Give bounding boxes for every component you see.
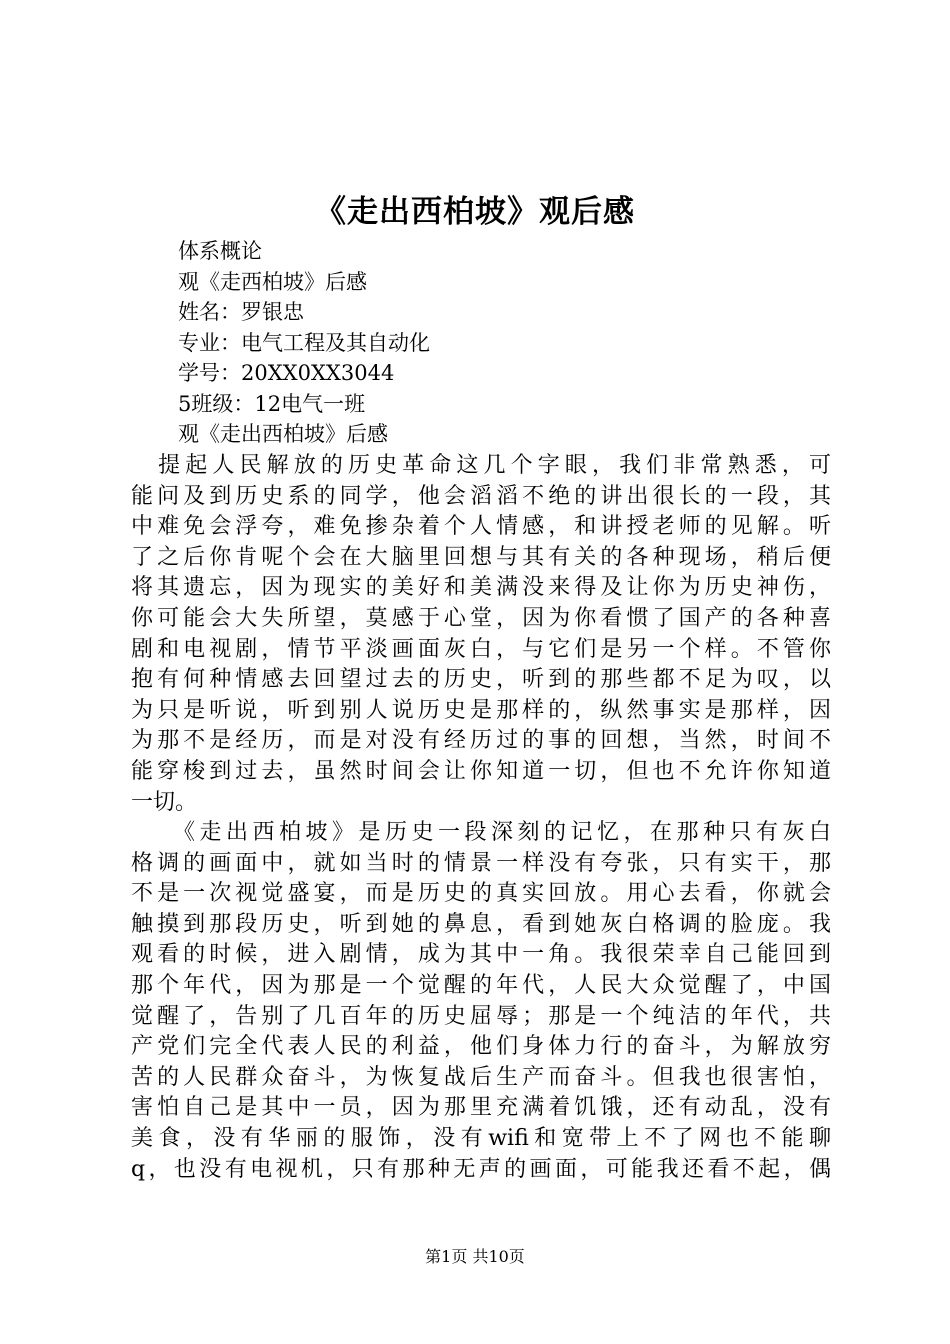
- text-line: q，也没有电视机，只有那种无声的画面，可能我还看不起，偶: [131, 1156, 831, 1182]
- meta-line: 5班级：12电气一班: [178, 391, 366, 416]
- text-line: 抱有何种情感去回望过去的历史，听到的那些都不足为叹，以: [131, 667, 831, 693]
- meta-line: 学号：20XX0XX3044: [178, 361, 395, 385]
- text-line: 观看的时候，进入剧情，成为其中一角。我很荣幸自己能回到: [131, 942, 831, 968]
- text-line: 提起人民解放的历史革命这几个字眼，我们非常熟悉，可: [131, 453, 831, 478]
- text-line: 为那不是经历，而是对没有经历过的事的回想，当然，时间不: [131, 728, 831, 754]
- meta-line: 观《走西柏坡》后感: [178, 269, 367, 294]
- text-line: 害怕自己是其中一员，因为那里充满着饥饿，还有动乱，没有: [131, 1095, 831, 1121]
- paragraph-2: [131, 818, 831, 1185]
- text-line: 中难免会浮夸，难免掺杂着个人情感，和讲授老师的见解。听: [131, 514, 831, 540]
- text-line: 产党们完全代表人民的利益，他们身体力行的奋斗，为解放穷: [131, 1034, 831, 1060]
- text-line: 了之后你肯呢个会在大脑里回想与其有关的各种现场，稍后便: [131, 544, 831, 570]
- paragraph-1: [131, 451, 831, 818]
- page-footer: 第1页 共10页: [425, 1247, 525, 1266]
- text-line: 触摸到那段历史，听到她的鼻息，看到她灰白格调的脸庞。我: [131, 911, 831, 937]
- text-line: 剧和电视剧，情节平淡画面灰白，与它们是另一个样。不管你: [131, 636, 831, 662]
- meta-line: 体系概论: [178, 239, 262, 263]
- text-line: 美食，没有华丽的服饰，没有wifi和宽带上不了网也不能聊: [131, 1125, 831, 1151]
- text-line: 觉醒了，告别了几百年的历史屈辱；那是一个纯洁的年代，共: [131, 1003, 831, 1029]
- meta-line: 观《走出西柏坡》后感: [178, 422, 388, 446]
- meta-line: 专业：电气工程及其自动化: [178, 330, 430, 355]
- text-line: 能问及到历史系的同学，他会滔滔不绝的讲出很长的一段，其: [131, 483, 831, 509]
- meta-line: 姓名：罗银忠: [178, 300, 304, 324]
- text-line: 格调的画面中，就如当时的情景一样没有夸张，只有实干，那: [131, 850, 831, 876]
- text-line: 那个年代，因为那是一个觉醒的年代，人民大众觉醒了，中国: [131, 972, 831, 998]
- text-line: 能穿梭到过去，虽然时间会让你知道一切，但也不允许你知道: [131, 758, 831, 784]
- text-line: 《走出西柏坡》是历史一段深刻的记忆，在那种只有灰白: [131, 820, 831, 845]
- document-title: 《走出西柏坡》观后感: [315, 194, 635, 230]
- document-meta: [178, 236, 430, 450]
- text-line: 为只是听说，听到别人说历史是那样的，纵然事实是那样，因: [131, 697, 831, 723]
- text-line: 将其遗忘，因为现实的美好和美满没来得及让你为历史神伤，: [131, 575, 831, 601]
- text-line: 苦的人民群众奋斗，为恢复战后生产而奋斗。但我也很害怕，: [131, 1064, 831, 1090]
- text-line: 你可能会大失所望，莫感于心堂，因为你看惯了国产的各种喜: [131, 605, 831, 631]
- text-line: 一切。: [131, 789, 198, 815]
- text-line: 不是一次视觉盛宴，而是历史的真实回放。用心去看，你就会: [131, 881, 831, 907]
